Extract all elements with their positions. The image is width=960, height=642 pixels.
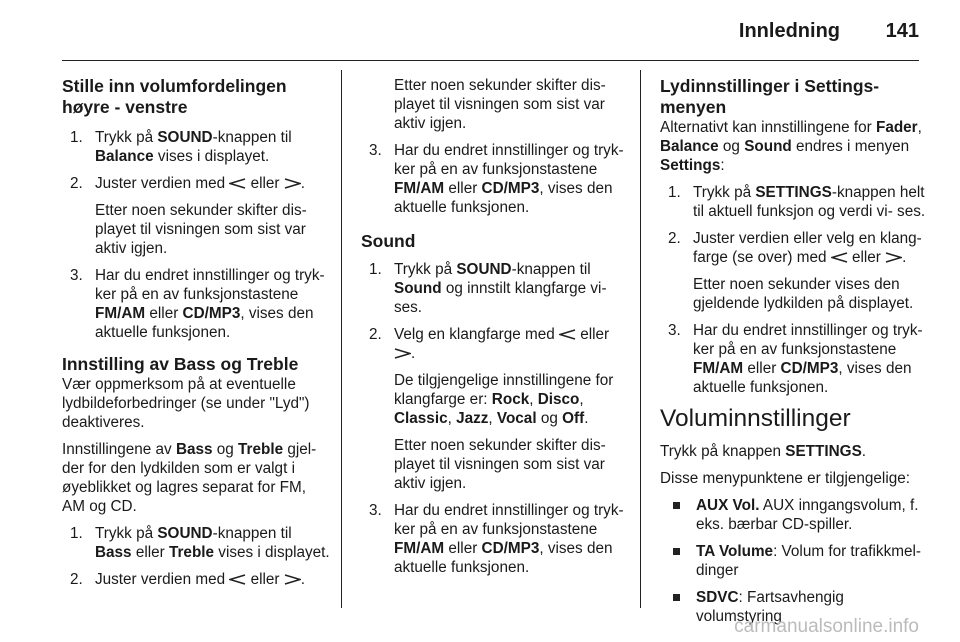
step: 3. Har du endret innstillinger og tryk- ker på en av funksjonstastene FM/AM eller CD/MP3, vises den aktuelle funksjonen.	[668, 322, 923, 396]
column-3	[660, 76, 928, 634]
paragraph: Innstillingene av Bass og Treble gjel- der for den lydkilden som er valgt i øyeblikket og lagres separat for FM, AM og CD.	[62, 441, 317, 515]
section-heading: Innstilling av Bass og Treble	[62, 354, 299, 374]
note: Etter noen sekunder vises den gjeldende lydkilden på displayet.	[693, 276, 914, 312]
step: 1. Trykk på SOUND-knappen til Sound og innstilt klangfarge vi- ses.	[369, 261, 607, 316]
paragraph: Alternativt kan innstillingene for Fader, Balance og Sound endres i menyen Settings:	[660, 119, 922, 174]
arrow-right-icon	[284, 178, 301, 189]
page-number: 141	[885, 20, 919, 42]
bullet-icon	[673, 548, 680, 555]
note: Etter noen sekunder skifter dis- playet til visningen som sist var aktiv igjen.	[394, 77, 606, 132]
step: 2. Juster verdien med eller .	[70, 175, 305, 192]
arrow-right-icon	[394, 348, 411, 359]
header-rule	[62, 60, 919, 61]
step: 1. Trykk på SETTINGS-knappen helt til aktuell funksjon og verdi vi- ses.	[668, 184, 926, 220]
column-1	[62, 76, 330, 597]
bullet-icon	[673, 502, 680, 509]
note: De tilgjengelige innstillingene for klangfarge er: Rock, Disco, Classic, Jazz, Vocal og Off.	[394, 372, 614, 427]
arrow-left-icon	[831, 252, 848, 263]
chapter-title: Innledning	[738, 20, 840, 42]
bullet-icon	[673, 594, 680, 601]
arrow-left-icon	[229, 574, 246, 585]
paragraph: Disse menypunktene er tilgjengelige:	[660, 470, 910, 487]
watermark: carmanualsonline.info	[734, 616, 919, 637]
arrow-left-icon	[559, 329, 576, 340]
step: 3. Har du endret innstillinger og tryk- ker på en av funksjonstastene FM/AM eller CD/MP3, vises den aktuelle funksjonen.	[70, 267, 325, 341]
arrow-right-icon	[885, 252, 902, 263]
arrow-right-icon	[284, 574, 301, 585]
column-2	[361, 76, 629, 585]
step: 1. Trykk på SOUND-knappen til Bass eller Treble vises i displayet.	[70, 525, 330, 561]
column-divider	[640, 70, 641, 608]
step: 2. Juster verdien med eller .	[70, 571, 305, 588]
chapter-heading: Voluminnstillinger	[660, 405, 851, 432]
note: Etter noen sekunder skifter dis- playet til visningen som sist var aktiv igjen.	[95, 202, 307, 257]
step: 2. Velg en klangfarge med eller .	[369, 326, 610, 362]
arrow-left-icon	[229, 178, 246, 189]
step: 3. Har du endret innstillinger og tryk- ker på en av funksjonstastene FM/AM eller CD/MP3, vises den aktuelle funksjonen.	[369, 502, 624, 576]
section-heading: Sound	[361, 231, 416, 251]
note: Etter noen sekunder skifter dis- playet til visningen som sist var aktiv igjen.	[394, 437, 606, 492]
list-item: AUX Vol. AUX inngangsvolum, f. eks. bærbar CD-spiller.	[671, 496, 928, 534]
step: 1. Trykk på SOUND-knappen til Balance vises i displayet.	[70, 129, 292, 165]
page-header	[0, 0, 960, 64]
step: 3. Har du endret innstillinger og tryk- ker på en av funksjonstastene FM/AM eller CD/MP3, vises den aktuelle funksjonen.	[369, 142, 624, 216]
step: 2. Juster verdien eller velg en klang- farge (se over) med eller .	[668, 230, 922, 266]
list-item: TA Volume: Volum for trafikkmel- dinger	[671, 542, 928, 580]
paragraph: Vær oppmerksom på at eventuelle lydbildeforbedringer (se under "Lyd") deaktiveres.	[62, 376, 310, 431]
list-item: SDVC: Fartsavhengig volumstyring	[671, 588, 928, 626]
section-heading: Lydinnstillinger i Settings- menyen	[660, 76, 880, 117]
column-divider	[341, 70, 342, 608]
section-heading: Stille inn volumfordelingen høyre - venstre	[62, 76, 287, 117]
paragraph: Trykk på knappen SETTINGS.	[660, 443, 867, 460]
